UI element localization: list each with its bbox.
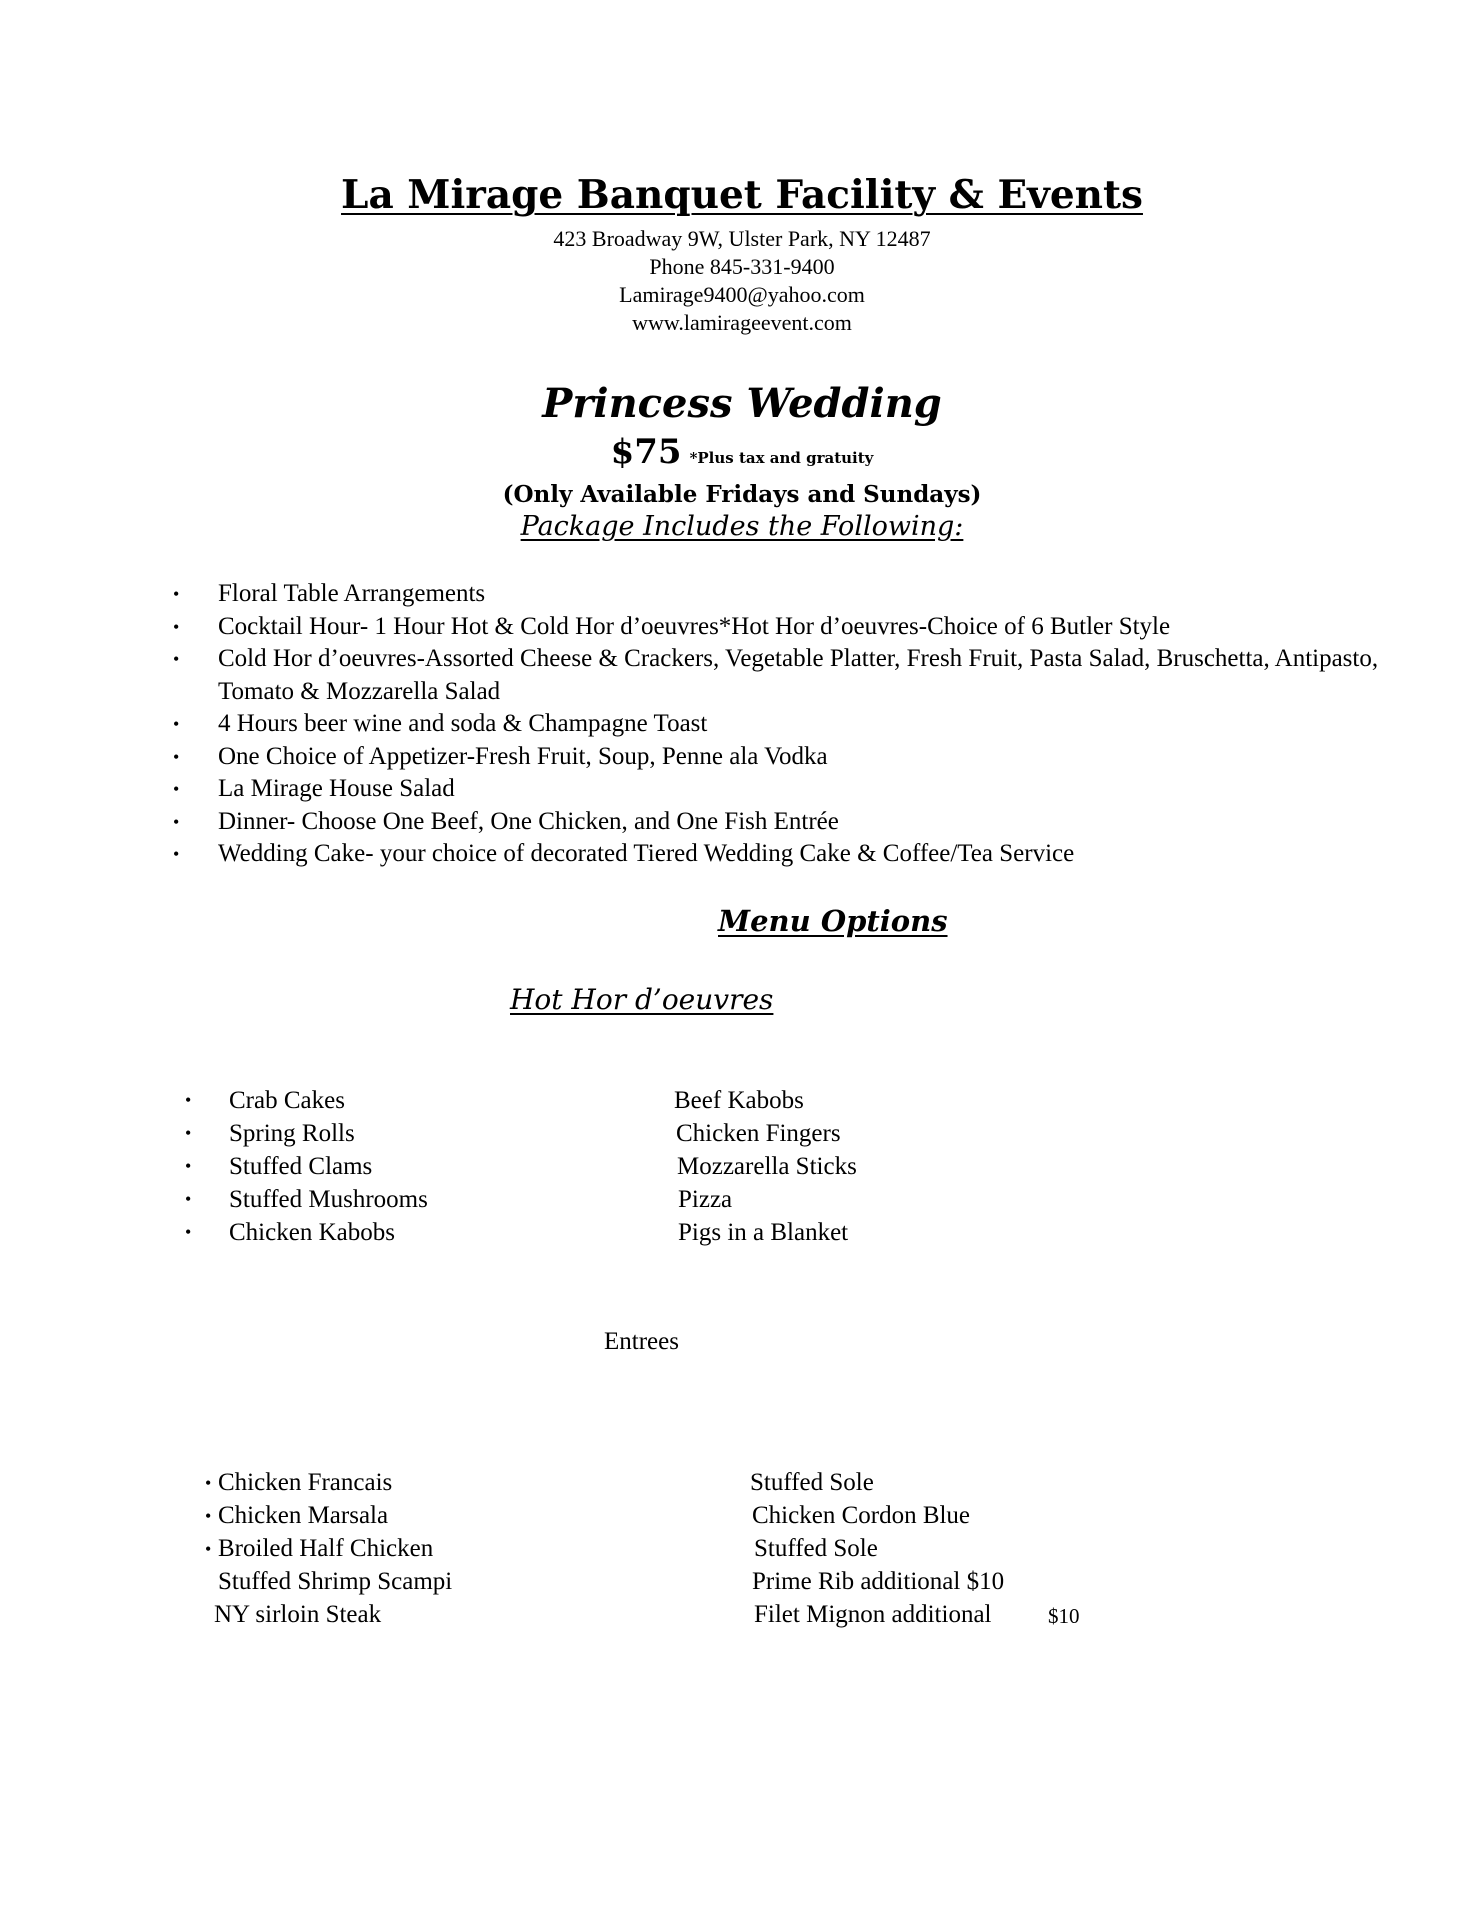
hot-item-right: Mozzarella Sticks (677, 1153, 857, 1180)
venue-phone: Phone 845-331-9400 (649, 254, 835, 279)
bullet-icon: • (185, 1222, 192, 1242)
bullet-icon: • (173, 746, 180, 767)
entree-item-right: Stuffed Sole (754, 1535, 878, 1562)
entree-item-left: NY sirloin Steak (214, 1601, 382, 1628)
entree-item-left: Stuffed Shrimp Scampi (218, 1568, 453, 1595)
list-item: • Cold Hor d’oeuvres-Assorted Cheese & Crackers, Vegetable Platter, Fresh Fruit, Pasta Salad, Bruschetta, Antipasto, Tomato & Mozzarella Salad (173, 645, 1379, 705)
includes-heading: Package Includes the Following: (520, 511, 964, 542)
bullet-icon: • (173, 616, 180, 637)
entree-price-addon: $10 (1048, 1604, 1080, 1628)
bullet-icon: • (185, 1123, 192, 1143)
includes-list (173, 578, 1448, 871)
bullet-icon: • (173, 714, 180, 734)
price-row (0, 432, 1484, 472)
list-item: • La Mirage House Salad (218, 773, 1448, 806)
bullet-icon: • (173, 584, 180, 604)
bullet-icon: • (173, 844, 180, 864)
hot-item-right: Pigs in a Blanket (678, 1219, 849, 1246)
availability-note: (Only Available Fridays and Sundays) (502, 481, 982, 508)
hot-item-right: Chicken Fingers (676, 1120, 841, 1147)
venue-website: www.lamirageevent.com (632, 310, 852, 335)
hot-item-right: Pizza (678, 1186, 733, 1213)
list-item: • Floral Table Arrangements (218, 578, 1448, 611)
bullet-icon: • (185, 1189, 192, 1209)
list-item: • Wedding Cake- your choice of decorated Tiered Wedding Cake & Coffee/Tea Service (218, 838, 1448, 871)
package-name: Princess Wedding (542, 380, 942, 427)
hot-hors-doeuvres-heading: Hot Hor d’oeuvres (510, 983, 774, 1016)
package-price: $75 (610, 432, 682, 472)
price-note: *Plus tax and gratuity (689, 449, 874, 467)
bullet-icon: • (185, 1090, 192, 1110)
hot-item-left: Spring Rolls (229, 1120, 355, 1147)
entree-item-right: Chicken Cordon Blue (752, 1502, 971, 1529)
bullet-icon: • (185, 1156, 192, 1176)
list-item: • Cocktail Hour- 1 Hour Hot & Cold Hor d’oeuvres*Hot Hor d’oeuvres-Choice of 6 Butler Style (218, 611, 1448, 644)
venue-title: La Mirage Banquet Facility & Events (341, 172, 1143, 218)
list-item: • One Choice of Appetizer-Fresh Fruit, Soup, Penne ala Vodka (218, 741, 1448, 774)
bullet-icon: • (205, 1506, 212, 1526)
bullet-icon: • (173, 779, 180, 799)
list-item: • Dinner- Choose One Beef, One Chicken, and One Fish Entrée (218, 806, 1448, 839)
bullet-icon: • (205, 1473, 212, 1493)
venue-address: 423 Broadway 9W, Ulster Park, NY 12487 (553, 226, 931, 251)
bullet-icon: • (205, 1539, 212, 1559)
hot-item-left: Chicken Kabobs (229, 1219, 395, 1246)
entree-item-right: Prime Rib additional $10 (752, 1568, 1005, 1595)
venue-email: Lamirage9400@yahoo.com (619, 282, 865, 307)
hot-item-right: Beef Kabobs (674, 1087, 804, 1114)
bullet-icon: • (173, 811, 180, 832)
entree-item-right: Stuffed Sole (750, 1469, 874, 1496)
bullet-icon: • (173, 649, 180, 669)
menu-options-heading: Menu Options (718, 904, 948, 938)
hot-item-left: Stuffed Mushrooms (229, 1186, 428, 1213)
entree-item-right: Filet Mignon additional (754, 1601, 992, 1628)
entree-item-left: Chicken Francais (218, 1469, 393, 1496)
hot-item-left: Stuffed Clams (229, 1153, 373, 1180)
hot-item-left: Crab Cakes (229, 1087, 345, 1114)
list-item: • 4 Hours beer wine and soda & Champagne Toast (218, 708, 1448, 741)
entrees-heading: Entrees (604, 1328, 679, 1355)
entree-item-left: Broiled Half Chicken (218, 1535, 434, 1562)
entree-item-left: Chicken Marsala (218, 1502, 389, 1529)
